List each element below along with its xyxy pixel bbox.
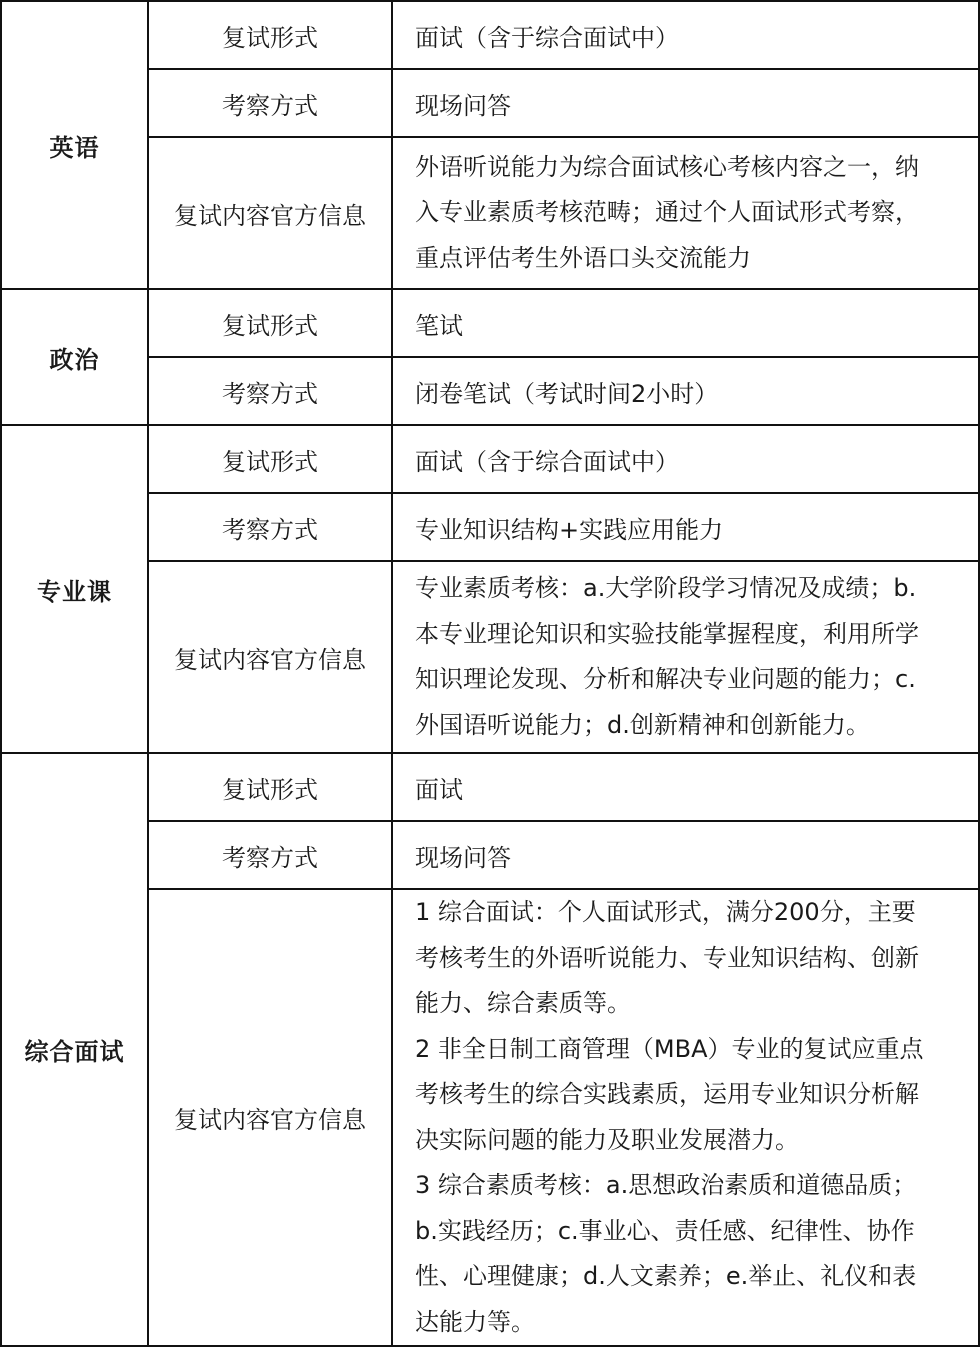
row-value-text: 现场问答 xyxy=(415,91,511,120)
row-value-text: 面试（含于综合面试中） xyxy=(415,23,679,52)
text-line: 本专业理论知识和实验技能掌握程度，利用所学 xyxy=(415,619,919,648)
text-line: 专业素质考核：a.大学阶段学习情况及成绩；b. xyxy=(415,574,917,602)
text-line: 考核考生的综合实践素质，运用专业知识分析解 xyxy=(415,1080,919,1108)
table-row xyxy=(1,137,979,289)
text-line: 1 综合面试：个人面试形式，满分200分，主要 xyxy=(415,898,916,926)
table-row xyxy=(1,425,979,493)
row-label: 复试形式 xyxy=(148,289,392,357)
row-value-text: 面试 xyxy=(415,775,463,804)
row-value xyxy=(392,357,979,425)
table-row xyxy=(1,69,979,137)
row-value xyxy=(392,289,979,357)
row-label: 考察方式 xyxy=(148,493,392,561)
table-row xyxy=(1,821,979,889)
text-line: 3 综合素质考核：a.思想政治素质和道德品质； xyxy=(415,1171,917,1199)
text-line: 重点评估考生外语口头交流能力 xyxy=(415,243,751,272)
row-value xyxy=(392,69,979,137)
row-label: 复试形式 xyxy=(148,753,392,821)
table-row xyxy=(1,493,979,561)
text-line: b.实践经历；c.事业心、责任感、纪律性、协作 xyxy=(415,1216,915,1245)
table-row xyxy=(1,289,979,357)
row-label: 复试形式 xyxy=(148,1,392,69)
text-line: 达能力等。 xyxy=(415,1307,535,1336)
row-value xyxy=(392,1,979,69)
row-label: 复试内容官方信息 xyxy=(148,137,392,289)
table-row xyxy=(1,357,979,425)
table-row xyxy=(1,889,979,1346)
text-line: 入专业素质考核范畴；通过个人面试形式考察， xyxy=(415,198,919,227)
subject-english: 英语 xyxy=(1,1,148,289)
table-row xyxy=(1,753,979,821)
text-line: 知识理论发现、分析和解决专业问题的能力；c. xyxy=(415,665,916,693)
row-value xyxy=(392,753,979,821)
row-label: 考察方式 xyxy=(148,357,392,425)
text-line: 性、心理健康；d.人文素养；e.举止、礼仪和表 xyxy=(415,1262,917,1290)
row-label: 复试内容官方信息 xyxy=(148,889,392,1346)
table-row xyxy=(1,1,979,69)
row-label: 复试形式 xyxy=(148,425,392,493)
row-value-text: 闭卷笔试（考试时间2小时） xyxy=(415,379,719,408)
row-value-text: 专业知识结构+实践应用能力 xyxy=(415,515,724,544)
text-line: 外国语听说能力；d.创新精神和创新能力。 xyxy=(415,710,870,739)
row-label: 复试内容官方信息 xyxy=(148,561,392,753)
text-line: 外语听说能力为综合面试核心考核内容之一，纳 xyxy=(415,152,919,181)
row-label: 考察方式 xyxy=(148,69,392,137)
text-line: 考核考生的外语听说能力、专业知识结构、创新 xyxy=(415,943,919,972)
row-value-text: 现场问答 xyxy=(415,843,511,872)
text-line: 能力、综合素质等。 xyxy=(415,989,631,1017)
subject-politics: 政治 xyxy=(1,289,148,425)
text-line: 2 非全日制工商管理（MBA）专业的复试应重点 xyxy=(415,1034,924,1063)
row-value xyxy=(392,821,979,889)
subject-comprehensive-interview: 综合面试 xyxy=(1,753,148,1346)
row-label: 考察方式 xyxy=(148,821,392,889)
row-value xyxy=(392,493,979,561)
row-value-multiline xyxy=(392,889,979,1346)
text-line: 决实际问题的能力及职业发展潜力。 xyxy=(415,1125,799,1154)
table-row xyxy=(1,561,979,753)
row-value-multiline xyxy=(392,137,979,289)
row-value xyxy=(392,425,979,493)
row-value-multiline xyxy=(392,561,979,753)
row-value-text: 面试（含于综合面试中） xyxy=(415,447,679,476)
subject-major-course: 专业课 xyxy=(1,425,148,753)
row-value-text: 笔试 xyxy=(415,311,463,340)
